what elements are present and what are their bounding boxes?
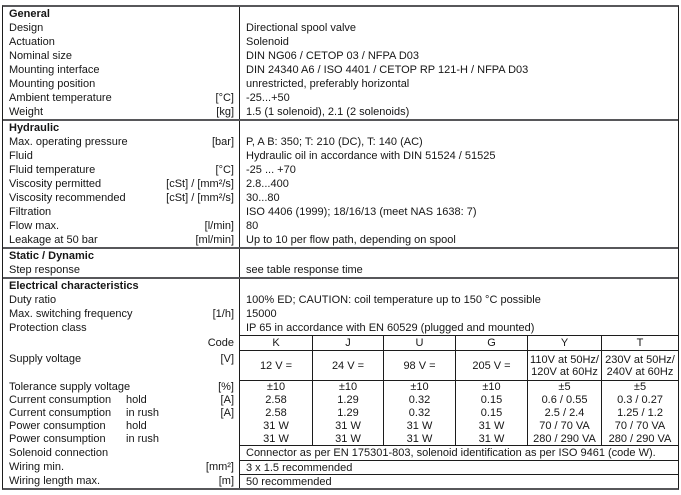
section-title: Hydraulic [9,122,60,134]
code-value: 2.58 [239,406,312,419]
section-title: Static / Dynamic [9,250,94,262]
code-data-row [3,419,678,432]
param-value: 30...80 [239,191,678,205]
param-label: Leakage at 50 bar [ml/min] [3,234,239,246]
code-value: 70 / 70 VA [601,419,678,432]
spec-row [3,35,678,49]
param-label: Wiring min. [mm²] [3,460,239,474]
spec-row [3,163,678,177]
param-label: Solenoid connection [9,446,109,459]
code-value: ±10 [383,380,455,393]
spec-row [3,205,678,219]
spec-row [3,445,678,460]
section-header-row [3,277,678,293]
code-value: 31 W [312,419,383,432]
param-label: Power consumption in rush [9,432,160,445]
param-unit: [V] [220,353,234,365]
param-label: Fluid temperature [°C] [3,164,239,176]
code-value: 280 / 290 VA [601,432,678,445]
code-value: 31 W [239,419,312,432]
spec-row [3,63,678,77]
spec-row [3,460,678,474]
code-header-row [3,335,678,350]
supply-voltage-row [3,350,678,380]
supply-voltage-value: 24 V = [312,350,383,380]
param-value: ISO 4406 (1999); 18/16/13 (meet NAS 1638: 7) [239,205,678,219]
param-value: Hydraulic oil in accordance with DIN 51524 / 51525 [239,149,678,163]
param-unit: [mm²] [205,461,234,473]
param-value: 50 recommended [239,474,678,488]
param-unit: [m] [218,475,234,487]
code-value: 31 W [455,419,527,432]
param-value: DIN NG06 / CETOP 03 / NFPA D03 [239,49,678,63]
param-label: Duty ratio [9,294,57,306]
code-value: 2.5 / 2.4 [527,406,601,419]
section-header-row [3,7,678,21]
param-label: Current consumption hold [A] [3,393,239,406]
param-label: Current consumption in rush [A] [3,406,239,419]
code-value: 70 / 70 VA [527,419,601,432]
spec-row [3,105,678,119]
param-label: Power consumption hold [9,419,147,432]
param-label: Tolerance supply voltage [%] [3,380,239,393]
param-unit: [kg] [216,106,234,118]
spec-row [3,135,678,149]
spec-row [3,321,678,335]
param-unit: [A] [220,393,234,406]
param-label: Max. operating pressure [bar] [3,136,239,148]
param-unit: [%] [218,380,234,393]
code-value: 2.58 [239,393,312,406]
param-label: Max. switching frequency [1/h] [3,308,239,320]
code-value: 0.6 / 0.55 [527,393,601,406]
code-data-row [3,406,678,419]
param-value: unrestricted, preferably horizontal [239,77,678,91]
code-value: 31 W [239,432,312,445]
param-label: Nominal size [9,50,72,62]
param-unit: [°C] [215,164,234,176]
code-data-row [3,380,678,393]
empty-cell [239,7,678,21]
code-value: 31 W [312,432,383,445]
code-value: 1.29 [312,406,383,419]
spec-row [3,77,678,91]
code-column-header: J [312,335,383,350]
param-value: Up to 10 per flow path, depending on spool [239,233,678,247]
code-column-header: U [383,335,455,350]
param-value: see table response time [239,263,678,277]
param-sublabel: hold [126,419,147,432]
param-unit: [cSt] / [mm²/s] [166,178,234,190]
code-column-header: Y [527,335,601,350]
param-label: Flow max. [l/min] [3,220,239,232]
code-column-header: T [601,335,678,350]
param-unit: [bar] [211,136,234,148]
section-header-row [3,247,678,263]
param-unit: [A] [220,406,234,419]
code-value: 31 W [455,432,527,445]
section-title: General [9,8,50,20]
code-column-header: K [239,335,312,350]
empty-cell [239,279,678,293]
supply-voltage-value: 98 V = [383,350,455,380]
supply-voltage-value: 110V at 50Hz/ 120V at 60Hz [527,350,601,380]
param-value: IP 65 in accordance with EN 60529 (plugged and mounted) [239,321,678,335]
param-value: 2.8...400 [239,177,678,191]
param-value: Directional spool valve [239,21,678,35]
code-value: 1.29 [312,393,383,406]
param-label: Weight [kg] [3,106,239,118]
param-label: Supply voltage [V] [3,350,239,380]
param-label: Mounting interface [9,64,100,76]
code-value: 31 W [383,419,455,432]
param-value: 80 [239,219,678,233]
param-label: Mounting position [9,78,96,90]
param-value: 100% ED; CAUTION: coil temperature up to 150 °C possible [239,293,678,307]
section-header-row [3,119,678,135]
code-data-row [3,432,678,445]
param-label: Fluid [9,150,33,162]
param-label: Actuation [9,36,55,48]
param-sublabel: in rush [126,406,160,419]
empty-cell [239,249,678,263]
spec-row [3,49,678,63]
code-value: ±10 [455,380,527,393]
code-value: 31 W [383,432,455,445]
param-sublabel: hold [126,393,147,406]
code-value: 280 / 290 VA [527,432,601,445]
code-value: 1.25 / 1.2 [601,406,678,419]
supply-voltage-value: 12 V = [239,350,312,380]
spec-row [3,263,678,277]
section-title: Electrical characteristics [9,280,139,292]
code-value: 0.15 [455,393,527,406]
param-value: 15000 [239,307,678,321]
param-label: Wiring length max. [m] [3,474,239,488]
param-value: DIN 24340 A6 / ISO 4401 / CETOP RP 121-H / NFPA D03 [239,63,678,77]
spec-row [3,293,678,307]
param-value: 1.5 (1 solenoid), 2.1 (2 solenoids) [239,105,678,119]
param-value: P, A B: 350; T: 210 (DC), T: 140 (AC) [239,135,678,149]
spec-row [3,307,678,321]
code-value: ±5 [527,380,601,393]
spec-row [3,149,678,163]
spec-row [3,21,678,35]
param-value: 3 x 1.5 recommended [239,460,678,474]
code-value: 0.32 [383,406,455,419]
param-label: Viscosity recommended [cSt] / [mm²/s] [3,192,239,204]
spec-row [3,219,678,233]
code-value: ±5 [601,380,678,393]
param-sublabel: in rush [126,432,160,445]
empty-cell [239,121,678,135]
code-value: 0.15 [455,406,527,419]
param-value: Connector as per EN 175301-803, solenoid identification as per ISO 9461 (code W). [239,445,678,460]
param-unit: [1/h] [212,308,234,320]
param-label: Viscosity permitted [cSt] / [mm²/s] [3,178,239,190]
param-label: Design [9,22,44,34]
param-label: Ambient temperature [°C] [3,92,239,104]
specification-table [2,5,679,490]
param-label: Step response [9,264,80,276]
spec-row [3,191,678,205]
param-label: Filtration [9,206,52,218]
code-label: Code [207,336,234,349]
param-label: Protection class [9,322,87,334]
param-value: -25 ... +70 [239,163,678,177]
param-value: -25...+50 [239,91,678,105]
param-unit: [ml/min] [195,234,234,246]
spec-row [3,91,678,105]
spec-row [3,177,678,191]
param-unit: [°C] [215,92,234,104]
param-value: Solenoid [239,35,678,49]
code-value: ±10 [239,380,312,393]
code-data-row [3,393,678,406]
supply-voltage-value: 205 V = [455,350,527,380]
spec-row [3,474,678,488]
code-value: 0.32 [383,393,455,406]
code-value: 0.3 / 0.27 [601,393,678,406]
spec-row [3,233,678,247]
supply-voltage-value: 230V at 50Hz/ 240V at 60Hz [601,350,678,380]
param-unit: [cSt] / [mm²/s] [166,192,234,204]
code-value: ±10 [312,380,383,393]
code-column-header: G [455,335,527,350]
param-unit: [l/min] [204,220,234,232]
